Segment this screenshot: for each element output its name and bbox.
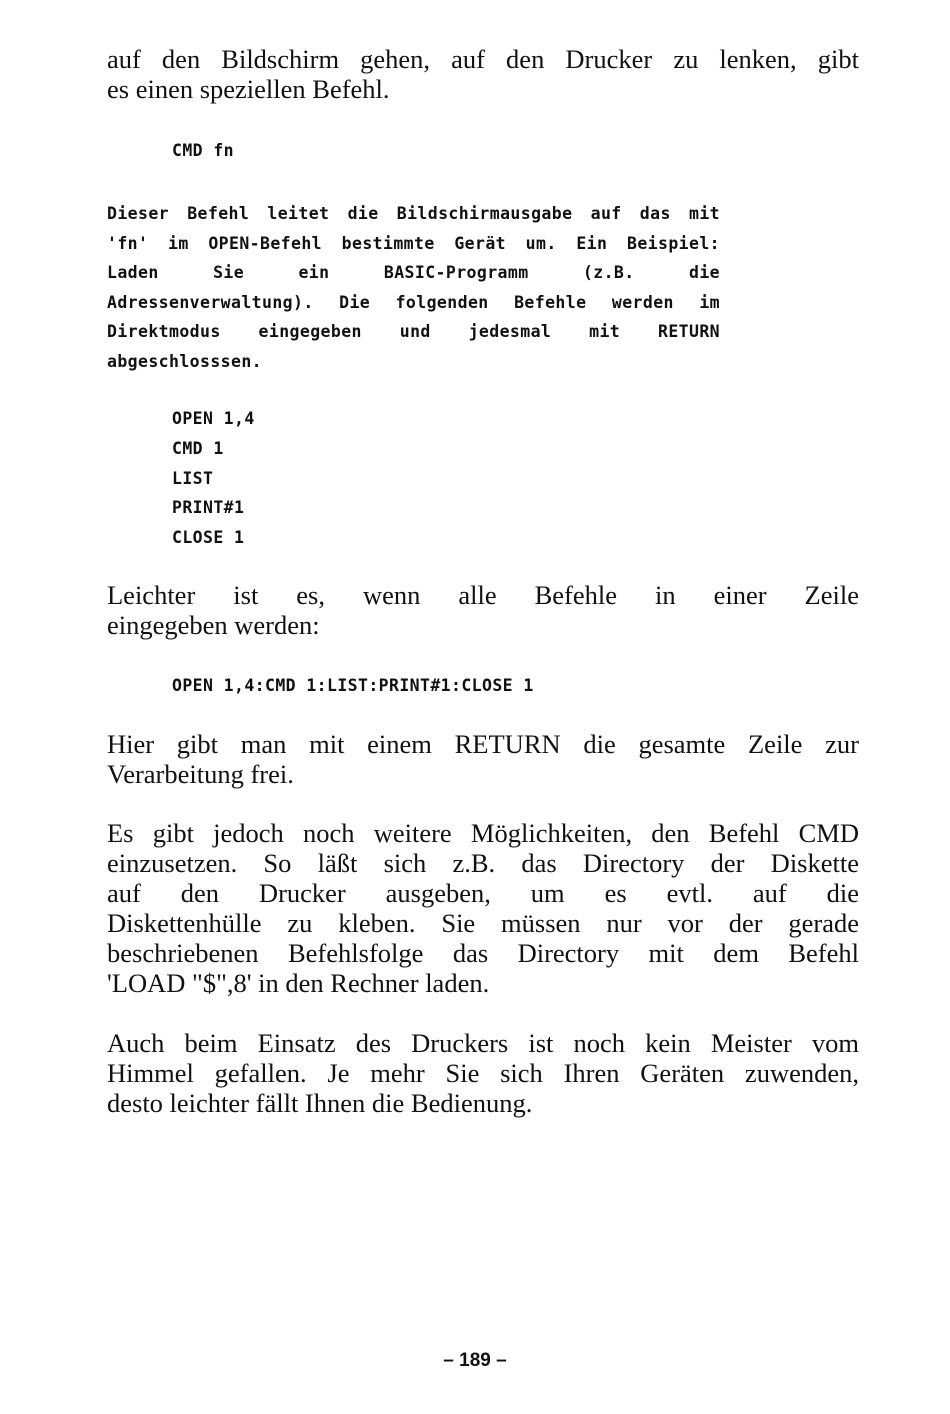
text-line: 'fn' im OPEN-Befehl bestimmte Gerät um. Ein Beispiel: xyxy=(107,233,720,253)
code-line: PRINT#1 xyxy=(172,498,245,518)
paragraph-return xyxy=(107,729,859,789)
text-line: Verarbeitung frei. xyxy=(107,759,294,789)
text-line: auf den Bildschirm gehen, auf den Drucker zu lenken, gibt xyxy=(107,44,859,74)
text-line: Hier gibt man mit einem RETURN die gesamte Zeile zur xyxy=(107,729,859,759)
text-line: eingegeben werden: xyxy=(107,610,320,640)
text-line: beschriebenen Befehlsfolge das Directory mit dem Befehl xyxy=(107,938,859,968)
code-one-liner: OPEN 1,4:CMD 1:LIST:PRINT#1:CLOSE 1 xyxy=(172,676,534,695)
text-line: abgeschlosssen. xyxy=(107,351,263,371)
code-line: LIST xyxy=(172,468,214,488)
paragraph-cmd-explanation xyxy=(107,199,720,377)
page-number: – 189 – xyxy=(443,1350,507,1371)
text-line: 'LOAD "$",8' in den Rechner laden. xyxy=(107,968,490,998)
text-line: Adressenverwaltung). Die folgenden Befehle werden im xyxy=(107,292,720,312)
text-line: desto leichter fällt Ihnen die Bedienung. xyxy=(107,1088,533,1118)
paragraph-intro xyxy=(107,44,859,104)
paragraph-conclusion xyxy=(107,1028,859,1118)
code-line: CLOSE 1 xyxy=(172,528,245,548)
paragraph-one-line xyxy=(107,580,859,640)
code-line: OPEN 1,4 xyxy=(172,409,255,428)
paragraph-directory xyxy=(107,818,859,998)
text-line: Leichter ist es, wenn alle Befehle in einer Zeile xyxy=(107,580,859,610)
text-line: Himmel gefallen. Je mehr Sie sich Ihren Geräten zuwenden, xyxy=(107,1058,859,1088)
text-line: Laden Sie ein BASIC-Programm (z.B. die xyxy=(107,263,720,283)
text-line: Diskettenhülle zu kleben. Sie müssen nur vor der gerade xyxy=(107,908,859,938)
text-line: auf den Drucker ausgeben, um es evtl. auf die xyxy=(107,878,859,908)
text-line: es einen speziellen Befehl. xyxy=(107,74,390,104)
text-line: Es gibt jedoch noch weitere Möglichkeiten, den Befehl CMD xyxy=(107,818,859,848)
code-line: CMD 1 xyxy=(172,438,224,458)
text-line: Direktmodus eingegeben und jedesmal mit RETURN xyxy=(107,322,720,342)
text-line: einzusetzen. So läßt sich z.B. das Directory der Diskette xyxy=(107,848,859,878)
code-cmd-fn: CMD fn xyxy=(172,141,235,160)
text-line: Dieser Befehl leitet die Bildschirmausgabe auf das mit xyxy=(107,204,720,223)
text-line: Auch beim Einsatz des Druckers ist noch kein Meister vom xyxy=(107,1028,859,1058)
code-listing xyxy=(172,404,255,553)
